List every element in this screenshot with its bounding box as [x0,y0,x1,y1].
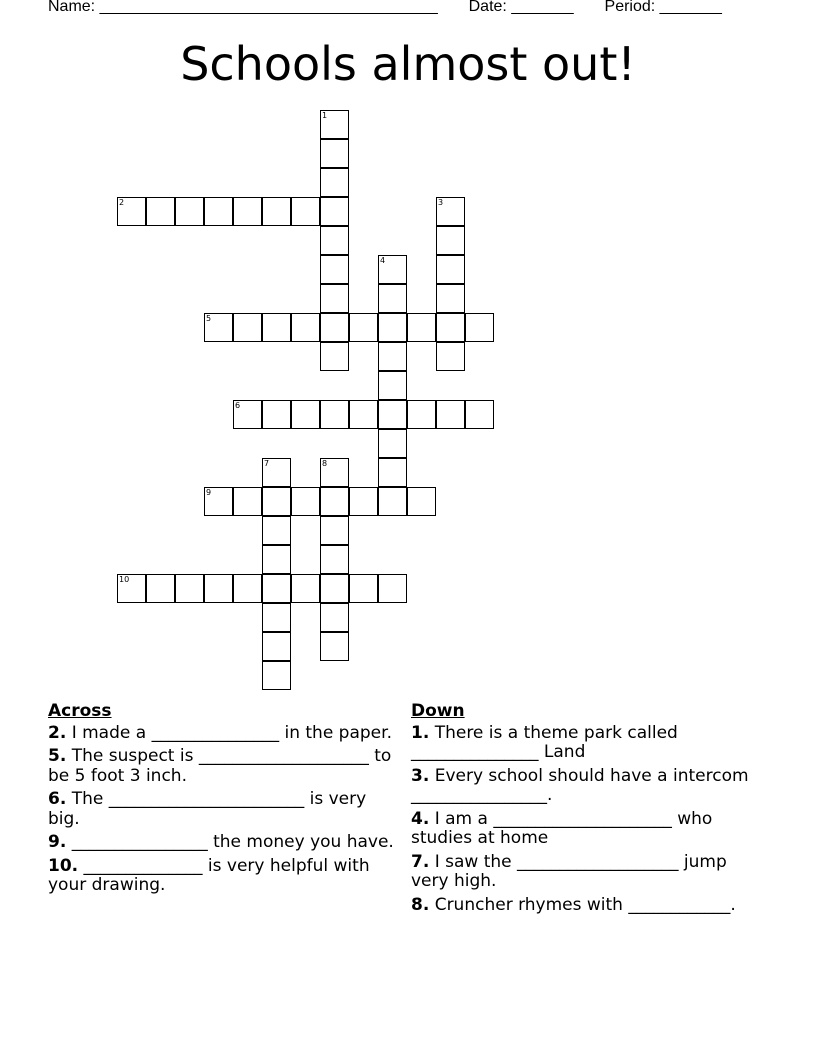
grid-cell[interactable] [291,197,320,226]
grid-cell[interactable] [320,516,349,545]
clue-number: 6. [48,789,67,809]
across-clue-5 [48,747,400,786]
clue-number: 4. [411,808,430,829]
grid-cell[interactable] [262,313,291,342]
clue-number: 9. [48,832,67,852]
grid-cell[interactable] [146,574,175,603]
grid-cell[interactable] [407,400,436,429]
clue-text: ________________ the money you have. [66,832,394,852]
grid-cell[interactable] [436,226,465,255]
grid-cell[interactable] [349,487,378,516]
grid-cell[interactable] [204,313,233,342]
grid-cell[interactable] [233,574,262,603]
grid-cell[interactable] [291,400,320,429]
grid-cell[interactable] [262,632,291,661]
down-clue-7 [411,853,756,892]
clue-text: I saw the ___________________ jump very high. [411,851,727,891]
down-clue-3 [411,767,756,806]
grid-cell[interactable] [320,110,349,139]
grid-cell[interactable] [320,574,349,603]
grid-cell[interactable] [407,487,436,516]
grid-cell[interactable] [262,487,291,516]
grid-cell[interactable] [378,342,407,371]
grid-cell[interactable] [378,255,407,284]
grid-cell[interactable] [465,400,494,429]
clue-text: There is a theme park called _______________ Land [411,722,678,762]
clue-number: 1. [411,722,430,743]
grid-cell[interactable] [320,342,349,371]
grid-cell[interactable] [320,226,349,255]
grid-cell[interactable] [320,487,349,516]
clue-number: 7. [411,851,430,872]
clue-text: I am a _____________________ who studies at home [411,808,713,848]
grid-cell[interactable] [378,458,407,487]
grid-cell[interactable] [262,197,291,226]
name-field[interactable]: Name: ______________________________________ [48,0,438,15]
cell-number: 5 [206,314,212,323]
cell-number: 1 [322,111,328,120]
period-field[interactable]: Period: _______ [604,0,722,15]
grid-cell[interactable] [320,603,349,632]
down-clue-1 [411,724,756,763]
grid-cell[interactable] [175,197,204,226]
grid-cell[interactable] [175,574,204,603]
page-title: Schools almost out! [180,37,636,91]
grid-cell[interactable] [320,139,349,168]
down-clue-8 [411,896,756,916]
clue-number: 2. [48,722,67,743]
clue-text: I made a _______________ in the paper. [66,722,392,743]
grid-cell[interactable] [233,313,262,342]
clue-text: The suspect is ____________________ to be 5 foot 3 inch. [48,746,392,786]
grid-cell[interactable] [233,197,262,226]
grid-cell[interactable] [146,197,175,226]
grid-cell[interactable] [378,371,407,400]
cell-number: 8 [322,459,328,468]
grid-cell[interactable] [262,574,291,603]
grid-cell[interactable] [320,545,349,574]
grid-cell[interactable] [204,574,233,603]
grid-cell[interactable] [378,284,407,313]
grid-cell[interactable] [320,168,349,197]
grid-cell[interactable] [436,255,465,284]
grid-cell[interactable] [233,400,262,429]
grid-cell[interactable] [465,313,494,342]
grid-cell[interactable] [262,661,291,690]
grid-cell[interactable] [320,255,349,284]
across-clue-6 [48,790,400,829]
grid-cell[interactable] [349,313,378,342]
grid-cell[interactable] [378,487,407,516]
across-clues [48,702,400,900]
cell-number: 3 [438,198,444,207]
clue-number: 3. [411,765,430,786]
clue-number: 5. [48,746,67,766]
across-heading: Across [48,701,112,721]
grid-cell[interactable] [320,458,349,487]
grid-cell[interactable] [117,574,146,603]
grid-cell[interactable] [291,487,320,516]
grid-cell[interactable] [320,197,349,226]
grid-cell[interactable] [436,400,465,429]
cell-number: 7 [264,459,270,468]
grid-cell[interactable] [436,342,465,371]
grid-cell[interactable] [320,284,349,313]
cell-number: 9 [206,488,212,497]
grid-cell[interactable] [407,313,436,342]
grid-cell[interactable] [436,313,465,342]
grid-cell[interactable] [378,313,407,342]
across-clue-2 [48,724,400,744]
grid-cell[interactable] [378,429,407,458]
clue-text: The _______________________ is very big. [48,789,367,829]
grid-cell[interactable] [204,197,233,226]
grid-cell[interactable] [320,632,349,661]
grid-cell[interactable] [204,487,233,516]
clue-text: ______________ is very helpful with your drawing. [48,855,370,895]
cell-number: 4 [380,256,386,265]
clue-number: 10. [48,855,79,876]
grid-cell[interactable] [291,574,320,603]
grid-cell[interactable] [262,603,291,632]
grid-cell[interactable] [436,197,465,226]
cell-number: 10 [119,575,130,584]
clue-text: Every school should have a intercom ________________. [411,765,749,805]
grid-cell[interactable] [233,487,262,516]
cell-number: 2 [119,198,125,207]
down-heading: Down [411,701,465,721]
grid-cell[interactable] [262,458,291,487]
cell-number: 6 [235,401,241,410]
grid-cell[interactable] [320,400,349,429]
grid-cell[interactable] [436,284,465,313]
grid-cell[interactable] [349,400,378,429]
clue-number: 8. [411,894,430,915]
grid-cell[interactable] [262,516,291,545]
across-clue-10 [48,857,400,896]
down-clues [411,702,756,919]
grid-cell[interactable] [117,197,146,226]
grid-cell[interactable] [262,400,291,429]
grid-cell[interactable] [291,313,320,342]
grid-cell[interactable] [378,400,407,429]
grid-cell[interactable] [349,574,378,603]
down-clue-4 [411,810,756,849]
across-clue-9 [48,833,400,853]
date-field[interactable]: Date: _______ [468,0,574,15]
grid-cell[interactable] [378,574,407,603]
clue-text: Cruncher rhymes with ____________. [429,894,736,915]
grid-cell[interactable] [320,313,349,342]
grid-cell[interactable] [262,545,291,574]
